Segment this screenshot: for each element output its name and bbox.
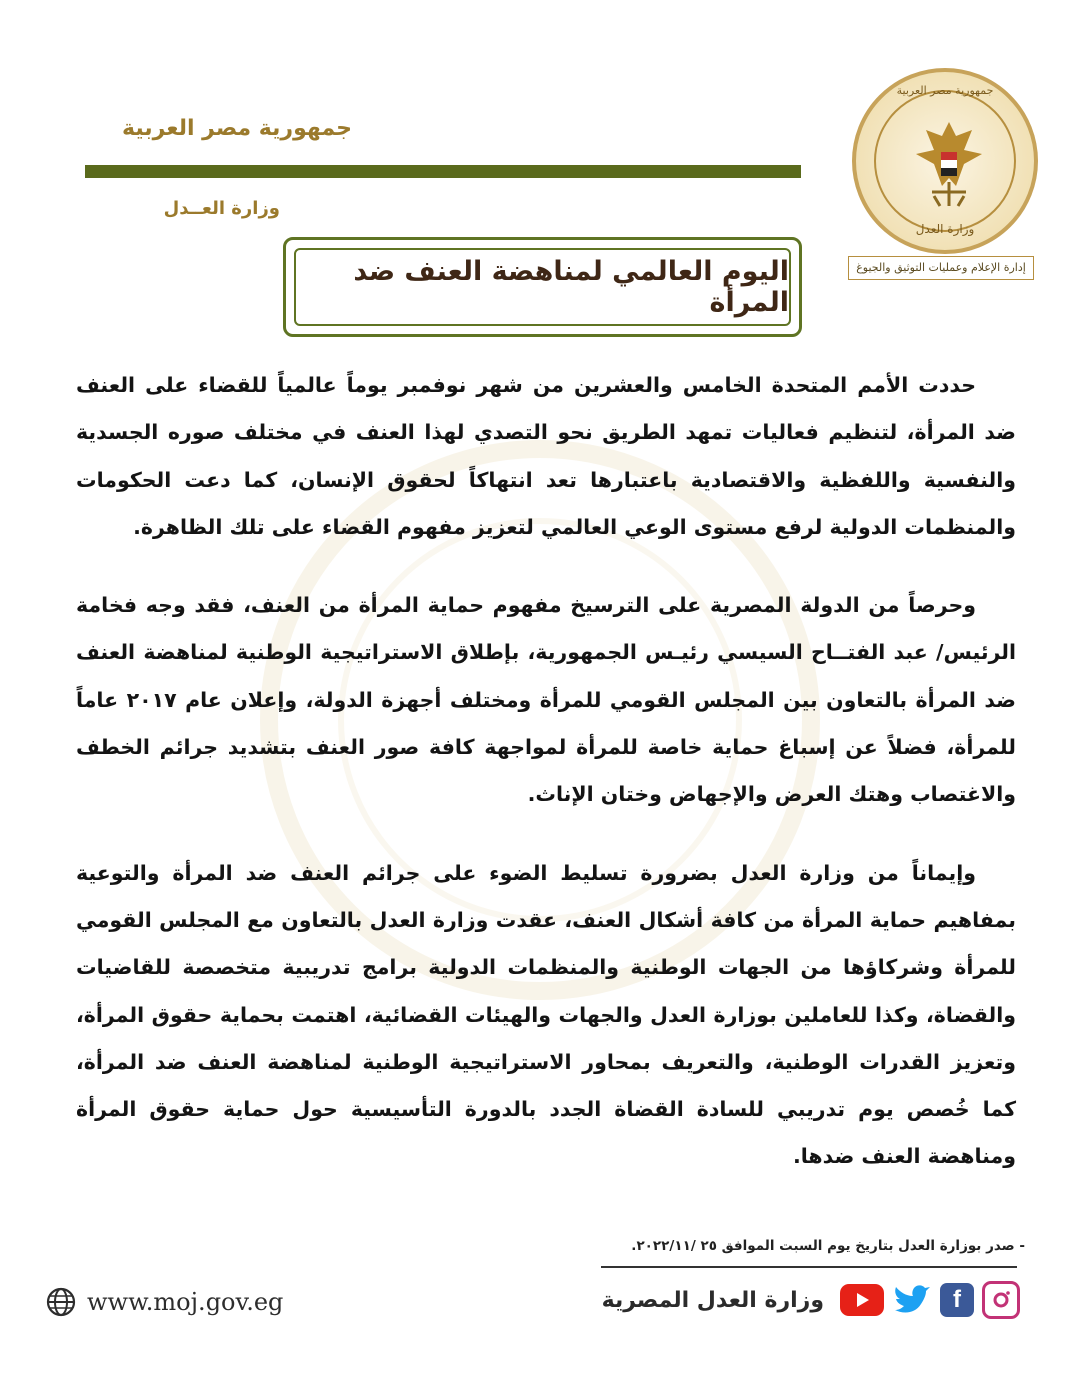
title-inner-frame: [294, 248, 791, 326]
facebook-icon[interactable]: f: [940, 1283, 974, 1317]
website-link[interactable]: [45, 1284, 283, 1320]
website-url: www.moj.gov.eg: [87, 1288, 284, 1316]
page-title: اليوم العالمي لمناهضة العنف ضد المرأة: [353, 256, 789, 318]
statement-body: [76, 362, 1016, 1212]
footer-divider: [601, 1266, 1017, 1268]
seal-top-text: جمهورية مصر العربية: [896, 84, 994, 97]
social-links: [602, 1280, 1020, 1320]
title-frame: [283, 237, 802, 337]
youtube-icon[interactable]: [840, 1284, 884, 1316]
instagram-icon[interactable]: [982, 1281, 1020, 1319]
eagle-emblem-icon: [912, 116, 986, 212]
seal-bottom-text: وزارة العدل: [915, 222, 975, 236]
issue-note: - صدر بوزارة العدل بتاريخ يوم السبت الموافق ٢٥ /٢٠٢٢/١١.: [631, 1238, 1025, 1254]
paragraph-1: حددت الأمم المتحدة الخامس والعشرين من شهر نوفمبر يوماً عالمياً للقضاء على العنف ضد المرأة، لتنظيم فعاليات تمهد الطريق نحو التصدي لهذا العنف في مختلف صوره الجسدية والنفسية واللفظية والاقتصادية باعتبارها تعد انتهاكاً لحقوق الإنسان، كما دعت الحكومات والمنظمات الدولية لرفع مستوى الوعي العالمي لتعزيز مفهوم القضاء على تلك الظاهرة.: [76, 373, 1016, 539]
ministry-footer-name: وزارة العدل المصرية: [601, 1287, 824, 1313]
paragraph-2: وحرصاً من الدولة المصرية على الترسيخ مفهوم حماية المرأة من العنف، فقد وجه فخامة الرئيس/ عبد الفتــاح السيسي رئيـس الجمهورية، بإطلاق الاستراتيجية الوطنية لمناهضة العنف ضد المرأة بالتعاون بين المجلس القومي للمرأة ومختلف أجهزة الدولة، وإعلان عام ٢٠١٧ عاماً للمرأة، فضلاً عن إسباغ حماية خاصة للمرأة لمواجهة كافة صور العنف بتشديد جرائم الخطف والاغتصاب وهتك العرض والإجهاض وختان الإناث.: [76, 593, 1016, 807]
seal-caption: إدارة الإعلام وعمليات التوثيق والجيوغ: [848, 256, 1034, 280]
country-name: جمهورية مصر العربية: [122, 116, 352, 141]
globe-icon: [45, 1286, 77, 1318]
twitter-icon[interactable]: [892, 1283, 932, 1317]
paragraph-3: وإيماناً من وزارة العدل بضرورة تسليط الضوء على جرائم العنف ضد المرأة والتوعية بمفاهيم حماية المرأة من كافة أشكال العنف، عقدت وزارة العدل بالتعاون مع المجلس القومي للمرأة وشركاؤها من الجهات الوطنية والمنظمات الدولية برامج تدريبية متخصصة للقاضيات والقضاة، وكذا للعاملين بوزارة العدل والجهات والهيئات القضائية، اهتمت بحماية حقوق المرأة، وتعزيز القدرات الوطنية، والتعريف بمحاور الاستراتيجية الوطنية لمناهضة العنف ضد المرأة، كما خُصص يوم تدريبي للسادة القضاة الجدد بالدورة التأسيسية حول حماية حقوق المرأة ومناهضة العنف ضدها.: [76, 860, 1016, 1169]
ministry-name: وزارة العــدل: [163, 198, 280, 219]
header-divider: [85, 165, 801, 178]
ministry-seal: [852, 68, 1038, 254]
